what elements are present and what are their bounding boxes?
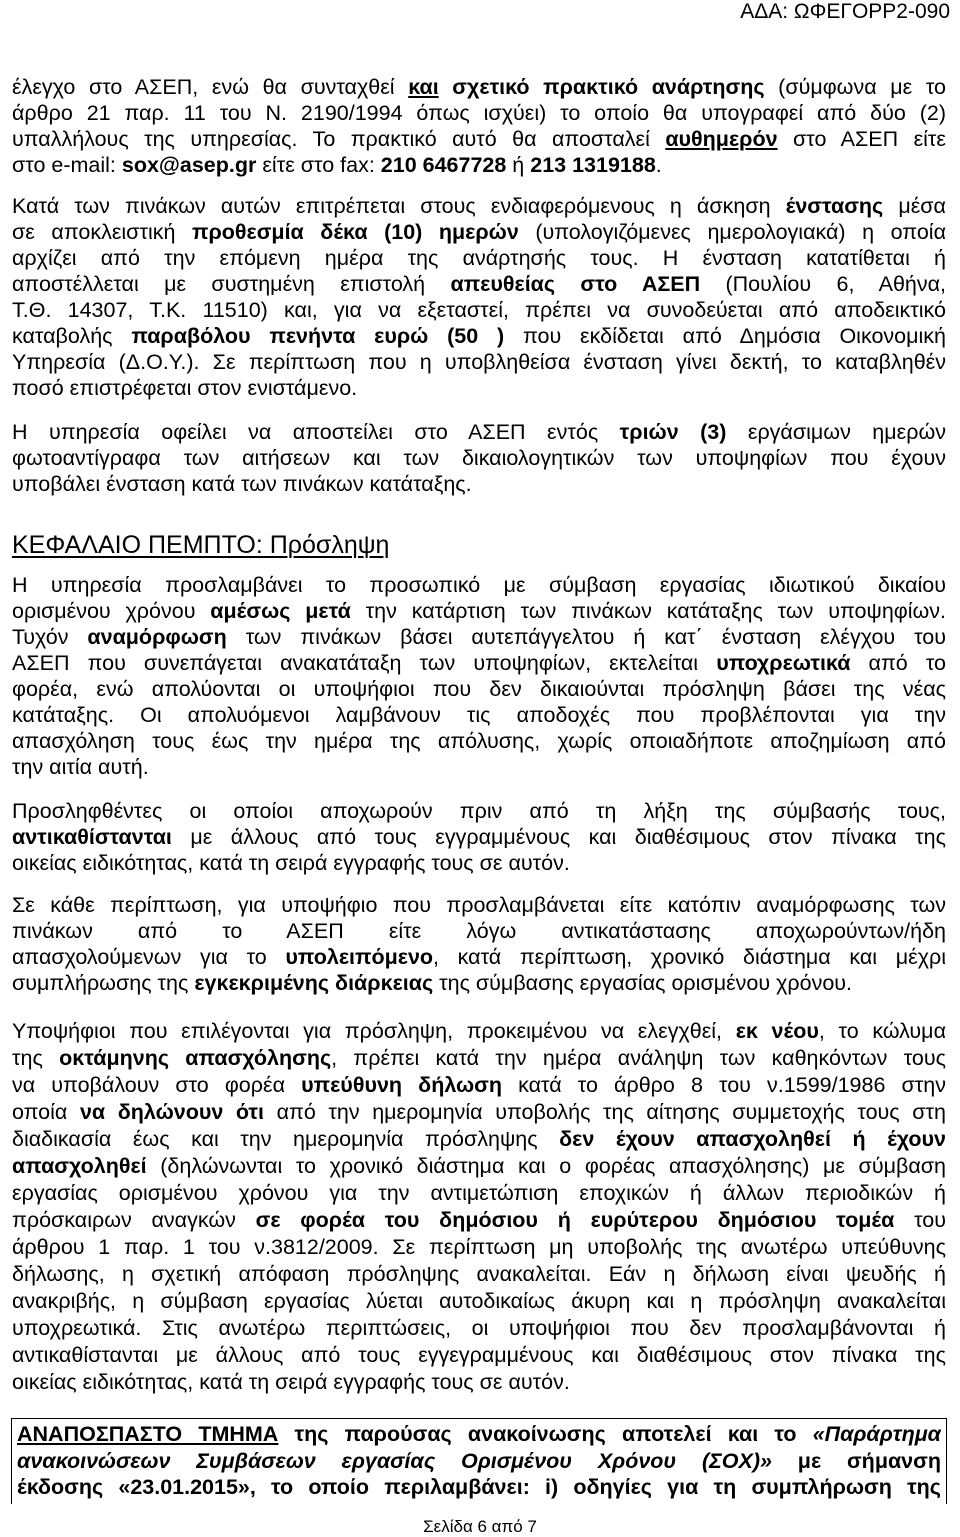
text-run: συμπλήρωσης της	[12, 971, 195, 995]
text-line	[12, 892, 946, 918]
text-line	[12, 445, 946, 471]
text-run: διαδικασία έως και την ημερομηνία πρόσληψης	[12, 1127, 560, 1151]
text-run: Σε κάθε περίπτωση, για υποψήφιο που προσλαμβάνεται είτε κατόπιν αναμόρφωσης των	[12, 893, 946, 917]
text-line	[12, 193, 946, 219]
text-line	[12, 126, 946, 152]
text-run: υποβάλει ένσταση κατά των πινάκων κατάταξης.	[12, 472, 472, 496]
text-line	[12, 676, 946, 702]
text-run: οποία	[12, 1100, 80, 1124]
bold-text-run: της παρούσας ανακοίνωσης αποτελεί και το	[278, 1422, 813, 1446]
paragraph-submission-to-asep	[12, 74, 946, 178]
ada-code: ΑΔΑ: ΩΦΕΓΟΡΡ2-090	[740, 0, 950, 23]
text-line	[17, 1474, 941, 1501]
bold-text-run: υπεύθυνη δήλωση	[301, 1073, 503, 1097]
text-run: απασχόληση τους έως την ημέρα της απόλυσης, χωρίς οποιαδήποτε αποζημίωση από	[12, 729, 946, 753]
text-line	[12, 944, 946, 970]
paragraph-objection	[12, 193, 946, 401]
text-line	[12, 1261, 946, 1288]
text-line	[12, 1234, 946, 1261]
text-line	[12, 271, 946, 297]
paragraph-replacement	[12, 798, 946, 876]
text-line	[12, 1207, 946, 1234]
text-line	[12, 375, 946, 401]
text-run: να υποβάλουν στο φορέα	[12, 1073, 302, 1097]
text-line	[12, 297, 946, 323]
text-run: .	[655, 153, 662, 177]
text-run: υπαλλήλους της υπηρεσίας. Το πρακτικό αυτό θα αποσταλεί	[12, 127, 666, 151]
text-run: των πινάκων βάσει αυτεπάγγελτου ή κατ΄ ένσταση ελέγχου του	[226, 625, 946, 649]
paragraph-remaining-period	[12, 892, 946, 996]
text-run: Τυχόν	[12, 625, 88, 649]
bold-text-run: απευθείας στο ΑΣΕΠ	[450, 272, 701, 296]
bold-text-run: sox@asep.gr	[121, 153, 257, 177]
annex-notice-box	[11, 1418, 947, 1504]
text-line	[12, 650, 946, 676]
bold-text-run: 213 1319188	[530, 153, 656, 177]
text-run: την αιτία αυτή.	[12, 755, 149, 779]
annex-notice-text	[17, 1421, 941, 1501]
bold-text-run: προθεσμία δέκα (10) ημερών	[191, 220, 519, 244]
bold-text-run: δεν έχουν απασχοληθεί ή έχουν	[559, 1127, 946, 1151]
text-run: , κατά περίπτωση, χρονικό διάστημα και μέχρι	[433, 945, 946, 969]
text-run: οικείας ειδικότητας, κατά τη σειρά εγγραφής τους σε αυτόν.	[12, 851, 570, 875]
text-line	[12, 850, 946, 876]
text-line	[12, 754, 946, 780]
text-run: (Πουλίου 6, Αθήνα,	[700, 272, 946, 296]
text-run: εργάσιμων ημερών	[726, 420, 946, 444]
bold-text-run: να δηλώνουν ότι	[79, 1100, 264, 1124]
bold-text-run: αμέσως μετά	[210, 599, 351, 623]
text-run: έλεγχο στο ΑΣΕΠ, ενώ θα συνταχθεί	[12, 75, 409, 99]
bold-text-run: αντικαθίστανται	[12, 825, 172, 849]
text-line	[12, 245, 946, 271]
bold-text-run: και	[408, 75, 439, 99]
text-run: (υπολογιζόμενες ημερολογιακά) η οποία	[518, 220, 946, 244]
text-run: ΑΣΕΠ που συνεπάγεται ανακατάταξη των υποψηφίων, εκτελείται	[12, 651, 717, 675]
text-run: Κατά των πινάκων αυτών επιτρέπεται στους ενδιαφερόμενους η άσκηση	[12, 194, 786, 218]
text-run: άρθρου 1 παρ. 1 του ν.3812/2009. Σε περίπτωση μη υποβολής της ανωτέρω υπεύθυνης	[12, 1235, 946, 1259]
text-run: πρόσκαιρων αναγκών	[12, 1208, 256, 1232]
bold-text-run: σχετικό πρακτικό ανάρτησης	[438, 75, 765, 99]
text-line	[12, 824, 946, 850]
text-run: σε αποκλειστική	[12, 220, 192, 244]
text-line	[12, 1288, 946, 1315]
bold-text-run: εγκεκριμένης διάρκειας	[194, 971, 434, 995]
text-run: υποχρεωτικά. Στις ανωτέρω περιπτώσεις, οι υποψήφιοι που δεν προσλαμβάνονται ή	[12, 1316, 946, 1340]
text-run: του	[894, 1208, 946, 1232]
text-line	[12, 1126, 946, 1153]
text-run: ανακριβής, η σύμβαση εργασίας λύεται αυτοδικαίως άκυρη και η πρόσληψη ανακαλείται	[12, 1289, 946, 1313]
text-line	[12, 74, 946, 100]
text-run: (δηλώνωνται το χρονικό διάστημα και ο φορέας απασχόλησης) με σύμβαση	[146, 1154, 946, 1178]
chapter-heading: ΚΕΦΑΛΑΙΟ ΠΕΜΠΤΟ: Πρόσληψη	[12, 531, 390, 559]
text-run: οικείας ειδικότητας, κατά τη σειρά εγγραφής τους σε αυτόν.	[12, 1370, 570, 1394]
text-run: είτε στο fax:	[256, 153, 381, 177]
bold-text-run: υπολειπόμενο	[285, 945, 434, 969]
text-run: , το κώλυμα	[818, 1019, 946, 1043]
text-line	[12, 1369, 946, 1396]
bold-text-run: απασχοληθεί	[12, 1154, 147, 1178]
text-run: στο e-mail:	[12, 153, 122, 177]
text-run: Τ.Θ. 14307, Τ.Κ. 11510) και, για να εξεταστεί, πρέπει να συνοδεύεται από αποδεικτικό	[12, 298, 946, 322]
bold-text-run: ΑΝΑΠΟΣΠΑΣΤΟ ΤΜΗΜΑ	[17, 1422, 279, 1446]
text-line	[12, 1342, 946, 1369]
text-line	[12, 1018, 946, 1045]
text-line	[12, 702, 946, 728]
text-run: εργασίας ορισμένου χρόνου για την αντιμετώπιση εποχικών ή άλλων περιοδικών ή	[12, 1181, 946, 1205]
text-run: απασχολούμενων για το	[12, 945, 286, 969]
text-line	[12, 798, 946, 824]
text-line	[12, 152, 946, 178]
text-run: αντικαθίστανται με άλλους από τους εγγεγραμμένους και διαθέσιμους στον πίνακα της	[12, 1343, 946, 1367]
bold-text-run: σε φορέα του δημόσιου ή ευρύτερου δημόσιου τομέα	[255, 1208, 895, 1232]
text-run: κατά το άρθρο 8 του ν.1599/1986 στην	[502, 1073, 946, 1097]
text-line	[12, 1180, 946, 1207]
bold-text-run: παραβόλου πενήντα ευρώ (50 )	[131, 324, 505, 348]
bold-text-run: ανακοινώσεων Συμβάσεων εργασίας Ορισμένου Χρόνου (ΣΟΧ)»	[17, 1448, 772, 1473]
text-line	[12, 598, 946, 624]
bold-text-run: έκδοσης «23.01.2015», το οποίο περιλαμβάνει: i) οδηγίες για τη συμπλήρωση της	[17, 1475, 941, 1499]
text-line	[12, 1315, 946, 1342]
text-run: ορισμένου χρόνου	[12, 599, 211, 623]
text-line	[12, 624, 946, 650]
text-run: (σύμφωνα με το	[764, 75, 946, 99]
text-line	[12, 1153, 946, 1180]
bold-text-run: με σήμανση	[771, 1448, 941, 1473]
text-line	[12, 219, 946, 245]
text-run: μέσα	[883, 194, 946, 218]
text-line	[12, 918, 946, 944]
text-line	[12, 970, 946, 996]
bold-text-run: εκ νέου	[735, 1019, 819, 1043]
text-run: Προσληφθέντες οι οποίοι αποχωρούν πριν από τη λήξη της σύμβασής τους,	[12, 799, 946, 823]
text-run: Υποψήφιοι που επιλέγονται για πρόσληψη, προκειμένου να ελεγχθεί,	[12, 1019, 736, 1043]
text-run: φορέα, ενώ απολύονται οι υποψήφιοι που δεν δικαιούνται πρόσληψη βάσει της νέας	[12, 677, 946, 701]
text-run: Η υπηρεσία προσλαμβάνει το προσωπικό με σύμβαση εργασίας ιδιωτικού δικαίου	[12, 573, 946, 597]
text-line	[12, 349, 946, 375]
bold-text-run: «Παράρτημα	[812, 1422, 941, 1446]
bold-text-run: τριών (3)	[619, 420, 727, 444]
bold-text-run: αυθημερόν	[665, 127, 778, 151]
text-line	[12, 1072, 946, 1099]
text-line	[12, 100, 946, 126]
text-run: που εκδίδεται από Δημόσια Οικονομική	[504, 324, 946, 348]
paragraph-hiring	[12, 572, 946, 780]
text-run: κατάταξης. Οι απολυόμενοι λαμβάνουν τις αποδοχές που προβλέπονται για την	[12, 703, 946, 727]
text-run: ή	[506, 153, 531, 177]
text-run: φωτοαντίγραφα των αιτήσεων και των δικαιολογητικών των υποψηφίων που έχουν	[12, 446, 946, 470]
bold-text-run: οκτάμηνης απασχόλησης	[59, 1046, 332, 1070]
text-line	[12, 1045, 946, 1072]
text-run: Υπηρεσία (Δ.Ο.Υ.). Σε περίπτωση που η υποβληθείσα ένσταση γίνει δεκτή, το καταβληθέν	[12, 350, 946, 374]
text-run: πινάκων από το ΑΣΕΠ είτε λόγω αντικατάστασης αποχωρούντων/ήδη	[12, 919, 946, 943]
text-run: της σύμβασης εργασίας ορισμένου χρόνου.	[433, 971, 853, 995]
text-line	[12, 728, 946, 754]
text-line	[12, 419, 946, 445]
bold-text-run: αναμόρφωση	[87, 625, 227, 649]
bold-text-run: υποχρεωτικά	[716, 651, 851, 675]
text-line	[12, 572, 946, 598]
text-run: δήλωσης, η σχετική απόφαση πρόσληψης ανακαλείται. Εάν η δήλωση είναι ψευδής ή	[12, 1262, 946, 1286]
text-run: , πρέπει κατά την ημέρα ανάληψη των καθηκόντων τους	[331, 1046, 946, 1070]
bold-text-run: ένστασης	[785, 194, 884, 218]
text-line	[12, 471, 946, 497]
text-run: Η υπηρεσία οφείλει να αποστείλει στο ΑΣΕΠ εντός	[12, 420, 620, 444]
page-number: Σελίδα 6 από 7	[423, 1517, 537, 1536]
text-line	[12, 1099, 946, 1126]
text-run: στο ΑΣΕΠ είτε	[777, 127, 946, 151]
text-run: της	[12, 1046, 60, 1070]
text-line	[17, 1421, 941, 1448]
paragraph-solemn-declaration	[12, 1018, 946, 1396]
text-run: αποστέλλεται με συστημένη επιστολή	[12, 272, 451, 296]
bold-text-run: 210 6467728	[380, 153, 507, 177]
text-run: την κατάρτιση των πινάκων κατάταξης των υποψηφίων.	[350, 599, 946, 623]
paragraph-copies-to-asep	[12, 419, 946, 497]
text-run: από την ημερομηνία υποβολής της αίτησης συμμετοχής τους στη	[264, 1100, 946, 1124]
text-run: αρχίζει από την επόμενη ημέρα της ανάρτησής τους. Η ένσταση κατατίθεται ή	[12, 246, 946, 270]
text-line	[17, 1448, 941, 1475]
text-run: καταβολής	[12, 324, 132, 348]
text-line	[12, 323, 946, 349]
text-run: ποσό επιστρέφεται στον ενιστάμενο.	[12, 376, 358, 400]
text-run: με άλλους από τους εγγραμμένους και διαθέσιμους στον πίνακα της	[171, 825, 946, 849]
text-run: από το	[850, 651, 946, 675]
text-run: άρθρο 21 παρ. 11 του Ν. 2190/1994 όπως ισχύει) το οποίο θα υπογραφεί από δύο (2)	[12, 101, 946, 125]
